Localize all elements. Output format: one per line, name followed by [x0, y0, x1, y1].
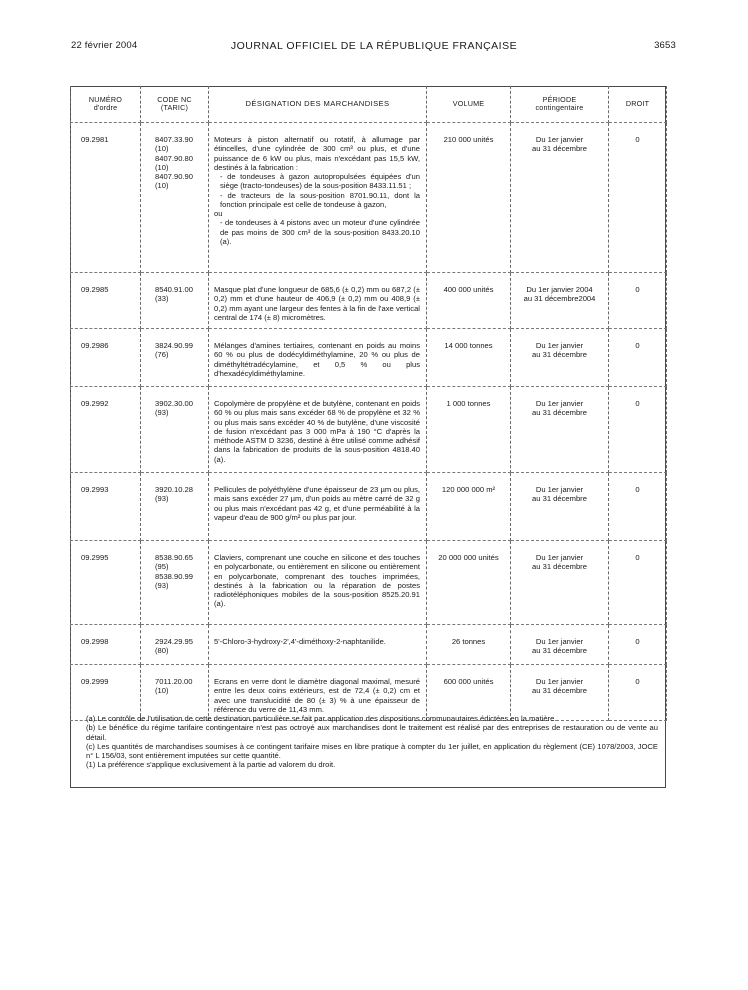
code-nc-line: 8538.90.99 (93) [155, 571, 194, 590]
cell-code-nc-content [141, 329, 208, 366]
cell-numero [71, 329, 141, 387]
cell-numero-content: 09.2986 [81, 341, 109, 350]
footnote: (b) Le bénéfice du régime tarifaire contingentaire n'est pas octroyé aux marchandises dont le traitement est réalisé par des entreprises de restauration ou de vente au détail. [86, 723, 658, 742]
designation-line: Pellicules de polyéthylène d'une épaisseur de 23 µm ou plus, mais sans excéder 27 µm, d'un poids au mètre carré de 32 g ou plus mais n'excédant pas 42 g, et d'une perméabilité à la vapeur d'eau de 900 g/m² ou plus par jour. [214, 485, 420, 522]
cell-periode [511, 273, 609, 329]
cell-designation-content [209, 273, 426, 328]
page-date: 22 février 2004 [71, 40, 138, 51]
cell-periode [511, 329, 609, 387]
cell-droit-content: 0 [635, 553, 640, 562]
cell-periode-content [511, 273, 608, 310]
cell-designation [209, 625, 427, 665]
cell-periode [511, 123, 609, 273]
cell-designation-content [209, 541, 426, 615]
designation-line: Masque plat d'une longueur de 685,6 (± 0,2) mm ou 687,2 (± 0,2) mm et d'une hauteur de 406,9 (± 0,2) mm ou 408,9 (± 0,2) mm ayant une largeur des fentes à la fin de l'axe vertical central de 174 (± 8) micromètres. [214, 285, 420, 322]
cell-numero [71, 625, 141, 665]
cell-volume-content: 210 000 unités [443, 135, 494, 144]
cell-droit [609, 387, 667, 473]
periode-start: Du 1er janvier [535, 341, 584, 350]
cell-numero-content: 09.2995 [81, 553, 109, 562]
cell-volume [427, 273, 511, 329]
cell-code-nc-content [141, 273, 208, 310]
cell-code-nc-content [141, 387, 208, 424]
cell-code-nc-content [141, 123, 208, 197]
periode-start: Du 1er janvier [535, 135, 584, 144]
col-header-periode-line1: PÉRIODE [542, 94, 577, 104]
cell-designation [209, 329, 427, 387]
cell-volume [427, 473, 511, 541]
cell-code-nc [141, 541, 209, 625]
cell-periode [511, 541, 609, 625]
col-header-volume: VOLUME [427, 86, 511, 123]
col-header-code-line2: (TARIC) [160, 103, 189, 112]
periode-end: au 31 décembre [532, 350, 587, 360]
cell-designation-content [209, 123, 426, 252]
periode-end: au 31 décembre [532, 494, 587, 504]
cell-designation-content [209, 387, 426, 470]
cell-designation-content [209, 329, 426, 384]
designation-line: Ecrans en verre dont le diamètre diagonal maximal, mesuré entre les deux coins extérieurs, est de 72,4 (± 0,2) cm et avec une translucidité de 80 (± 3) % à une épaisseur de référence du verre de 11,43 mm. [214, 677, 420, 714]
col-header-numero [71, 86, 141, 123]
cell-droit-content: 0 [635, 135, 640, 144]
cell-droit-content: 0 [635, 485, 640, 494]
cell-volume-content: 600 000 unités [443, 677, 494, 686]
periode-start: Du 1er janvier [535, 677, 584, 686]
cell-volume [427, 329, 511, 387]
table-row [71, 387, 667, 473]
cell-code-nc-content [141, 541, 208, 596]
cell-numero-content: 09.2999 [81, 677, 109, 686]
cell-code-nc [141, 123, 209, 273]
cell-droit [609, 123, 667, 273]
footnote: (a) Le contrôle de l'utilisation de cette destination particulière se fait par application des dispositions communautaires édictées en la matière. [86, 714, 557, 723]
page-number: 3653 [654, 40, 676, 51]
footnote: (c) Les quantités de marchandises soumises à ce contingent tarifaire mises en libre pratique à compter du 1er juillet, en application du règlement (CE) 1078/2003, JOCE n° L 156/03, sont entièrement imputées sur cette quantité. [86, 741, 658, 760]
table-row [71, 329, 667, 387]
code-nc-line: 3824.90.99 (76) [155, 341, 194, 360]
cell-code-nc-content [141, 473, 208, 510]
periode-start: Du 1er janvier [535, 485, 584, 494]
code-nc-line: 2924.29.95 (80) [155, 637, 194, 656]
cell-droit [609, 473, 667, 541]
cell-droit-content: 0 [635, 285, 640, 294]
cell-droit [609, 665, 667, 721]
code-nc-line: 8540.91.00 (33) [155, 285, 194, 304]
cell-designation [209, 541, 427, 625]
table-row [71, 541, 667, 625]
table-row [71, 123, 667, 273]
cell-designation-content [209, 625, 426, 652]
cell-volume-content: 1 000 tonnes [446, 399, 491, 408]
cell-designation [209, 387, 427, 473]
cell-periode-content [511, 541, 608, 578]
cell-designation-content [209, 665, 426, 720]
cell-numero-content: 09.2992 [81, 399, 109, 408]
cell-periode-content [511, 665, 608, 702]
cell-code-nc-content [141, 625, 208, 662]
cell-numero [71, 387, 141, 473]
cell-numero-content: 09.2998 [81, 637, 109, 646]
journal-title: JOURNAL OFFICIEL DE LA RÉPUBLIQUE FRANÇAISE [230, 40, 518, 52]
cell-droit-content: 0 [635, 637, 640, 646]
periode-end: au 31 décembre [532, 144, 587, 154]
periode-start: Du 1er janvier [535, 637, 584, 646]
periode-end: au 31 décembre [532, 408, 587, 418]
code-nc-line: 8538.90.65 (95) [155, 553, 194, 572]
cell-designation [209, 123, 427, 273]
cell-periode-content [511, 387, 608, 424]
cell-volume [427, 541, 511, 625]
cell-code-nc [141, 665, 209, 721]
designation-line: Claviers, comprenant une couche en silicone et des touches en polycarbonate, ou entièrement en silicone ou entièrement en polycarbonate, comprenant des touches imprimées, destinés à la fabrication ou la réparation de postes radiotéléphoniques mobiles de la sous-position 8525.20.91 (a). [214, 553, 420, 609]
cell-code-nc [141, 387, 209, 473]
cell-periode [511, 625, 609, 665]
designation-line: Mélanges d'amines tertiaires, contenant en poids au moins 60 % ou plus de dodécyldiméthylamine, 20 % ou plus de diméthyltétradécylamine, et 0,5 % ou plus d'hexadécyldiméthylamine. [214, 341, 420, 378]
code-nc-line: 7011.20.00 (10) [155, 677, 193, 696]
cell-periode-content [511, 329, 608, 366]
col-header-numero-line2: d'ordre [93, 103, 118, 112]
cell-droit [609, 329, 667, 387]
periode-end: au 31 décembre [532, 562, 587, 572]
cell-volume [427, 625, 511, 665]
periode-end: au 31 décembre [532, 686, 587, 696]
footnote: (1) La préférence s'applique exclusivement à la partie ad valorem du droit. [86, 760, 336, 770]
code-nc-line: 8407.90.90 (10) [155, 172, 194, 191]
designation-line: - de tondeuses à gazon autopropulsées équipées d'un siège (tracto-tondeuses) de la sous-position 8433.11.51 ; [220, 172, 420, 191]
cell-droit [609, 625, 667, 665]
tariff-quota-table [70, 86, 667, 721]
cell-code-nc [141, 473, 209, 541]
cell-droit [609, 273, 667, 329]
cell-periode-content [511, 473, 608, 510]
table-row [71, 625, 667, 665]
periode-start: Du 1er janvier [535, 399, 584, 408]
code-nc-line: 3920.10.28 (93) [155, 485, 194, 504]
table-row [71, 473, 667, 541]
cell-numero [71, 123, 141, 273]
cell-volume-content: 26 tonnes [451, 637, 486, 646]
designation-line: - de tondeuses à 4 pistons avec un moteur d'une cylindrée de pas moins de 300 cm³ de la sous-position 8433.20.10 (a). [220, 218, 420, 246]
col-header-periode-line2: contingentaire [535, 103, 584, 112]
cell-volume-content: 20 000 000 unités [438, 553, 499, 562]
designation-line: Moteurs à piston alternatif ou rotatif, à allumage par étincelles, d'une cylindrée de 300 cm³ ou plus, et d'une puissance de 6 kW ou plus, mais n'excédant pas 15,5 kW, destinés à la fabrication : [214, 135, 420, 172]
cell-periode [511, 387, 609, 473]
cell-code-nc [141, 273, 209, 329]
col-header-code-line1: CODE NC [157, 94, 192, 104]
periode-end: au 31 décembre [532, 646, 587, 656]
footnotes [86, 714, 658, 770]
cell-designation [209, 665, 427, 721]
cell-numero [71, 665, 141, 721]
col-header-code [141, 86, 209, 123]
cell-code-nc [141, 625, 209, 665]
cell-numero [71, 273, 141, 329]
cell-numero [71, 473, 141, 541]
cell-designation [209, 473, 427, 541]
cell-code-nc [141, 329, 209, 387]
col-header-designation: DÉSIGNATION DES MARCHANDISES [209, 86, 427, 123]
cell-periode-content [511, 625, 608, 662]
cell-volume [427, 665, 511, 721]
cell-periode-content [511, 123, 608, 160]
cell-numero-content: 09.2981 [81, 135, 109, 144]
cell-volume-content: 400 000 unités [443, 285, 494, 294]
cell-numero-content: 09.2993 [81, 485, 109, 494]
cell-volume [427, 387, 511, 473]
code-nc-line: 8407.90.80 (10) [155, 153, 194, 172]
col-header-periode [511, 86, 609, 123]
periode-start: Du 1er janvier 2004 [526, 285, 593, 294]
table-row [71, 665, 667, 721]
periode-end: au 31 décembre2004 [523, 294, 596, 304]
designation-line: Copolymère de propylène et de butylène, contenant en poids 60 % ou plus mais sans excéder 68 % de propylène et 32 % ou plus mais sans excéder 40 % de butylène, d'une viscosité de fusion n'excédant pas 3 000 mPa à 190 °C d'après la méthode ASTM D 3236, destiné à être utilisé comme adhésif dans la fabrication de produits de la sous-position 4818.40 (a). [214, 399, 420, 464]
table-row [71, 273, 667, 329]
cell-volume [427, 123, 511, 273]
col-header-numero-line1: NUMÉRO [88, 94, 123, 104]
col-header-droit: DROIT [609, 86, 667, 123]
code-nc-line: 8407.33.90 (10) [155, 135, 194, 154]
cell-droit-content: 0 [635, 399, 640, 408]
code-nc-line: 3902.30.00 (93) [155, 399, 194, 418]
cell-numero-content: 09.2985 [81, 285, 109, 294]
cell-numero [71, 541, 141, 625]
cell-periode [511, 665, 609, 721]
cell-droit-content: 0 [635, 677, 640, 686]
cell-designation [209, 273, 427, 329]
table-body [71, 123, 667, 721]
designation-line: 5'-Chloro-3-hydroxy-2',4'-diméthoxy-2-naphtanilide. [214, 637, 386, 646]
cell-droit [609, 541, 667, 625]
cell-designation-content [209, 473, 426, 528]
cell-code-nc-content [141, 665, 208, 702]
cell-droit-content: 0 [635, 341, 640, 350]
designation-line: ou [214, 209, 223, 218]
designation-line: - de tracteurs de la sous-position 8701.90.11, dont la fonction principale est celle de tondeuse à gazon, [220, 190, 420, 209]
cell-volume-content: 14 000 tonnes [444, 341, 493, 350]
periode-start: Du 1er janvier [535, 553, 584, 562]
cell-volume-content: 120 000 000 m² [441, 485, 496, 494]
cell-periode [511, 473, 609, 541]
table-header-row [71, 86, 667, 123]
